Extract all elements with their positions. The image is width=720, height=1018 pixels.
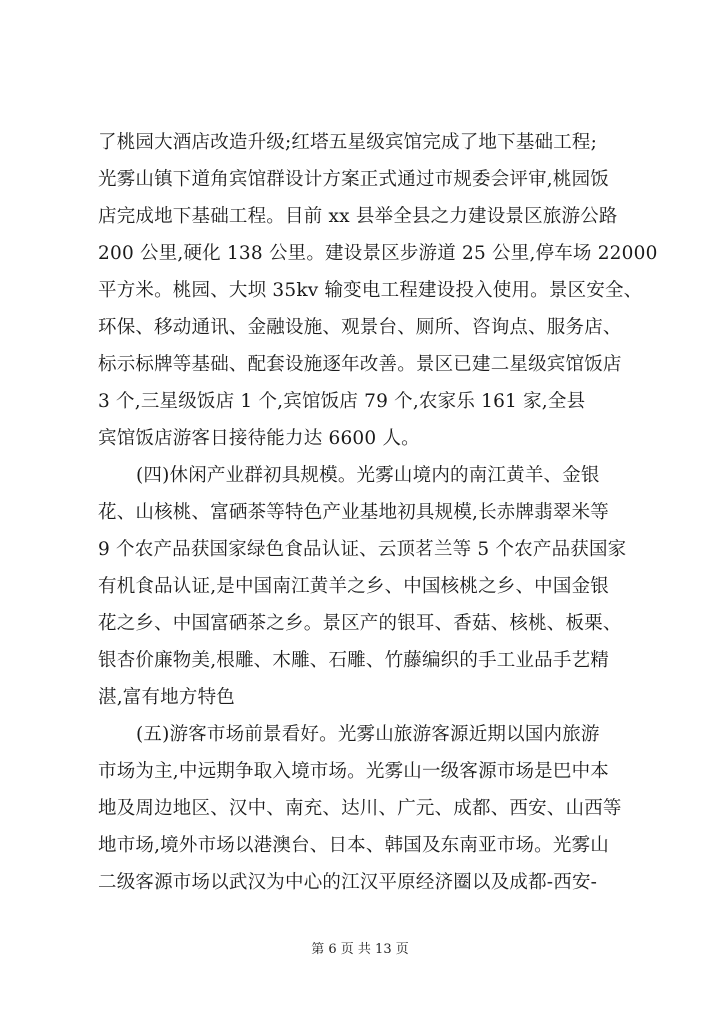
text-line: 市场为主,中远期争取入境市场。光雾山一级客源市场是巴中本: [98, 761, 609, 782]
text-line: 平方米。桃园、大坝 35kv 输变电工程建设投入使用。景区安全、: [98, 280, 643, 301]
text-line: 标示标牌等基础、配套设施逐年改善。景区已建二星级宾馆饭店: [98, 354, 622, 375]
text-line: 花、山核桃、富硒茶等特色产业基地初具规模,长赤牌翡翠米等: [98, 502, 609, 523]
text-line: 银杏价廉物美,根雕、木雕、石雕、竹藤编织的手工业品手艺精: [98, 650, 609, 671]
text-line: 店完成地下基础工程。目前 xx 县举全县之力建设景区旅游公路: [98, 206, 618, 227]
text-line: 二级客源市场以武汉为中心的江汉平原经济圈以及成都-西安-: [98, 872, 598, 893]
text-line: 宾馆饭店游客日接待能力达 6600 人。: [98, 428, 420, 449]
text-line: 有机食品认证,是中国南江黄羊之乡、中国核桃之乡、中国金银: [98, 576, 609, 597]
text-line: 花之乡、中国富硒茶之乡。景区产的银耳、香菇、核桃、板栗、: [98, 613, 622, 634]
text-line: 3 个,三星级饭店 1 个,宾馆饭店 79 个,农家乐 161 家,全县: [98, 391, 586, 412]
text-line: 200 公里,硬化 138 公里。建设景区步游道 25 公里,停车场 22000: [98, 243, 658, 264]
text-line: 地及周边地区、汉中、南充、达川、广元、成都、西安、山西等: [98, 798, 622, 819]
text-line: 湛,富有地方特色: [98, 687, 235, 708]
section-heading-line: (五)游客市场前景看好。光雾山旅游客源近期以国内旅游: [136, 724, 600, 745]
document-body: [98, 124, 658, 901]
text-line: 9 个农产品获国家绿色食品认证、云顶茗兰等 5 个农产品获国家: [98, 539, 627, 560]
page-number-footer: 第 6 页 共 13 页: [311, 942, 409, 957]
text-line: 地市场,境外市场以港澳台、日本、韩国及东南亚市场。光雾山: [98, 835, 609, 856]
text-line: 环保、移动通讯、金融设施、观景台、厕所、咨询点、服务店、: [98, 317, 622, 338]
text-line: 了桃园大酒店改造升级;红塔五星级宾馆完成了地下基础工程;: [98, 132, 598, 153]
section-heading-line: (四)休闲产业群初具规模。光雾山境内的南江黄羊、金银: [136, 465, 600, 486]
text-line: 光雾山镇下道角宾馆群设计方案正式通过市规委会评审,桃园饭: [98, 169, 609, 190]
